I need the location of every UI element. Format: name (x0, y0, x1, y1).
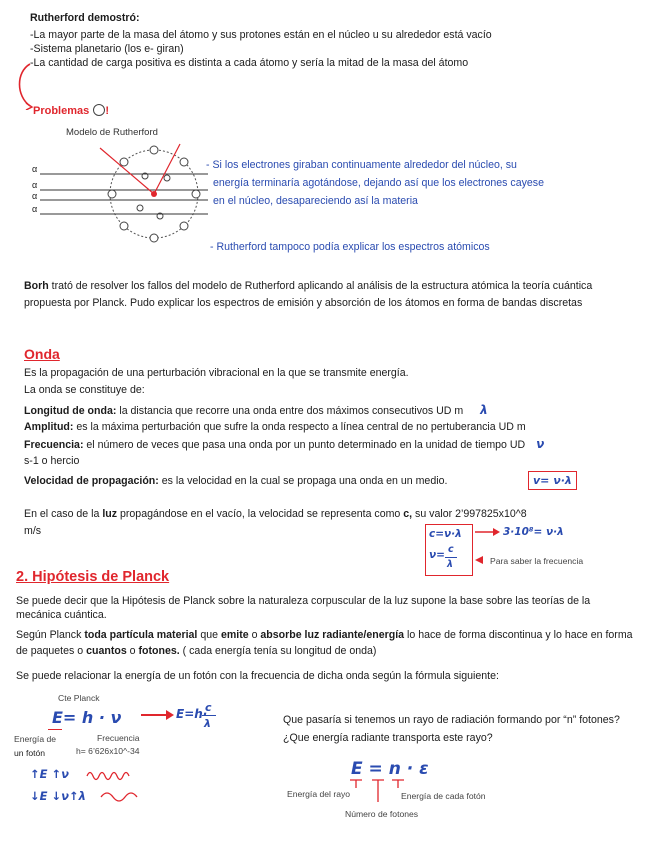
underline-mark (48, 729, 62, 730)
energy-label-2: un fotón (14, 748, 46, 758)
planck-formula: E= h · ν (52, 708, 122, 727)
rutherford-note-2: - Rutherford tampoco podía explicar los espectros atómicos (210, 241, 490, 253)
light-formula-box (425, 524, 473, 576)
bracket-arrow-icon (12, 40, 42, 110)
photon-count-label: Número de fotones (345, 809, 419, 819)
luz-line: En el caso de la luz propagándose en el vacío, la velocidad se representa como c, su valor 2’997825x10^8 (24, 508, 527, 520)
onda-heading: Onda (24, 346, 60, 362)
handwritten-low-energy: ↓E ↓ν↑λ (30, 789, 86, 803)
rutherford-title: Rutherford demostró: (30, 12, 140, 24)
model-title: Modelo de Rutherford (66, 127, 158, 138)
light-formula-2-left: ν= (429, 549, 445, 561)
rutherford-bullet-3: -La cantidad de carga positiva es distinta a cada átomo y sería la mitad de la masa del átomo (30, 57, 469, 69)
velocity-formula-box: v= ν·λ (528, 471, 577, 490)
rutherford-bullet-2: -Sistema planetario (los e- giran) (30, 43, 184, 55)
alpha-label-2: α (32, 180, 38, 190)
alpha-label-4: α (32, 204, 38, 214)
side-formula: 3·10⁸= ν·λ (503, 526, 564, 538)
frequency-unit: s-1 o hercio (24, 455, 80, 467)
onda-intro-2: La onda se constituye de: (24, 384, 145, 396)
planck-formula-alt-den: λ (204, 717, 211, 730)
def-wavelength: Longitud de onda: la distancia que recorre una onda entre dos máximos consecutivos UD m λ (24, 403, 488, 417)
rutherford-bullet-1: -La mayor parte de la masa del átomo y sus protones están en el núcleo u su alrededor está vacío (30, 29, 492, 41)
alpha-label-1: α (32, 164, 38, 174)
def-frequency: Frecuencia: el número de veces que pasa una onda por un punto determinado en la unidad de tiempo UD ν (24, 437, 545, 451)
planck-h-value: h= 6’626x10^-34 (76, 746, 140, 756)
ray-energy-formula: E = n · ε (351, 759, 429, 779)
light-formula-2-num: c (448, 544, 454, 555)
def-velocity: Velocidad de propagación: es la velocidad en la cual se propaga una onda en un medio. (24, 475, 448, 487)
light-formula-1: c=ν·λ (429, 528, 462, 540)
frequency-note: Para saber la frecuencia (490, 556, 584, 566)
luz-unit: m/s (24, 525, 42, 537)
planck-paragraph-3: Se puede relacionar la energía de un fotón con la frecuencia de dicha onda según la fórmula siguiente: (16, 670, 499, 682)
rutherford-atom-diagram (30, 136, 210, 254)
alpha-label-3: α (32, 191, 38, 201)
arrow-right-icon (474, 526, 502, 538)
planck-heading: 2. Hipótesis de Planck (16, 569, 170, 585)
planck-paragraph-1: Se puede decir que la Hipótesis de Planck sobre la naturaleza corpuscular de la luz supone la base sobre las teorías de la mecánica cuántica. (16, 595, 591, 621)
borh-paragraph: Borh trató de resolver los fallos del modelo de Rutherford aplicando al análisis de la estructura atómica la teoría cuántica propuesta por Planck. Pudo explicar los espectros de emisión y absorción de los átomos en forma de bandas discretas (24, 280, 593, 309)
planck-formula-alt-num: c (205, 701, 212, 714)
long-wave-icon (99, 789, 139, 803)
planck-formula-alt-left: E=h· (176, 707, 208, 721)
alert-face-icon (93, 104, 105, 116)
planck-paragraph-2: Según Planck toda partícula material que emite o absorbe luz radiante/energía lo hace de forma discontinua y lo hace en forma de paquetes o cuantos o fotones. ( cada energía tenía su longitud de onda) (16, 629, 633, 657)
light-formula-2-den: λ (447, 559, 454, 570)
photon-energy-label: Energía de cada fotón (401, 791, 486, 801)
problems-label: Problemas ! (33, 105, 109, 117)
planck-question: Que pasaría si tenemos un rayo de radiación formando por “n” fotones? ¿Que energía radiante transporta este rayo? (283, 714, 620, 744)
def-amplitude: Amplitud: es la máxima perturbación que sufre la onda respecto a línea central de no pertuberancia UD m (24, 421, 526, 433)
formula-connectors (348, 778, 408, 804)
short-wave-icon (85, 768, 131, 782)
rutherford-note-1: - Si los electrones giraban continuamente alrededor del núcleo, su energía terminaría agotándose, dejando así que los electrones cayese en el núcleo, desapareciendo así la materia (206, 159, 544, 207)
energy-label-1: Energía de (14, 734, 57, 744)
ray-energy-label: Energía del rayo (287, 789, 351, 799)
arrow-right-icon (140, 708, 176, 722)
handwritten-high-energy: ↑E ↑ν (30, 767, 69, 781)
frequency-label: Frecuencia (97, 733, 140, 743)
onda-intro-1: Es la propagación de una perturbación vibracional en la que se transmite energía. (24, 367, 409, 379)
arrow-left-icon (474, 555, 488, 565)
planck-constant-label: Cte Planck (58, 693, 100, 703)
